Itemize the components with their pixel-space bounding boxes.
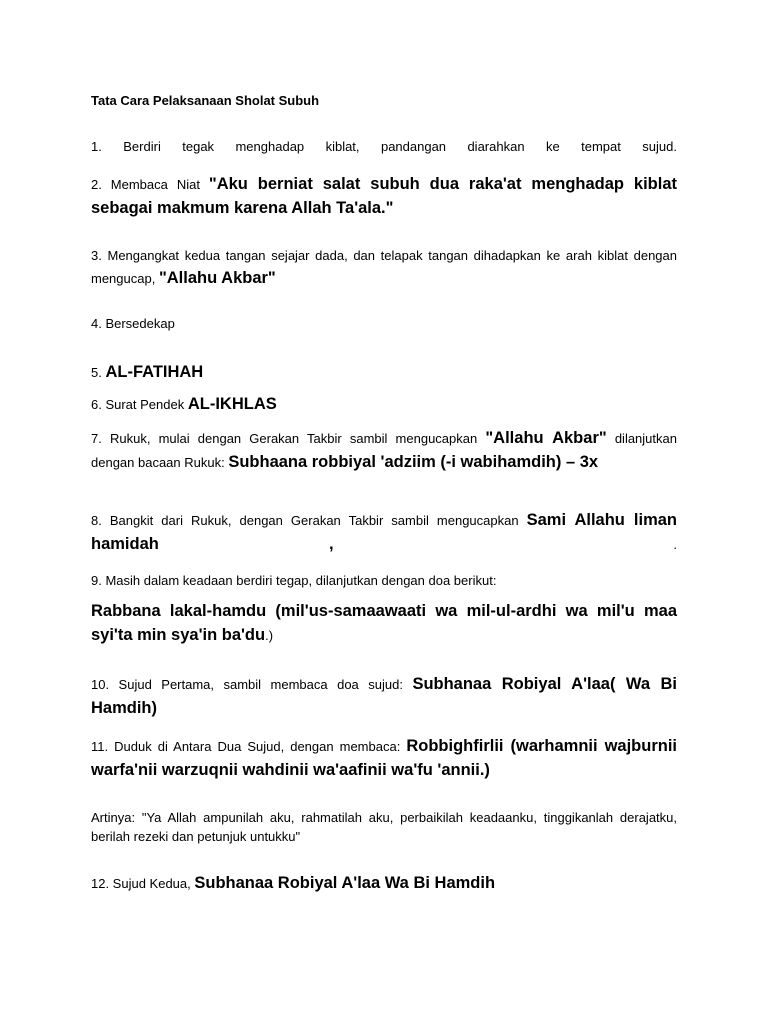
step-6-surah: AL-IKHLAS bbox=[187, 395, 277, 413]
step-11 bbox=[91, 735, 677, 783]
step-9: 9. Masih dalam keadaan berdiri tegap, dilanjutkan dengan doa berikut: bbox=[91, 573, 497, 588]
step-9-doa-text: Rabbana lakal-hamdu (mil'us-samaawaati wa mil-ul-ardhi wa mil'u maa syi'ta min sya'in ba'du bbox=[91, 602, 677, 644]
step-6 bbox=[91, 393, 677, 417]
step-6-prefix: 6. Surat Pendek bbox=[91, 397, 188, 412]
step-10-doa: Subhanaa Robiyal A'laa( Wa Bi Hamdih) bbox=[91, 675, 677, 717]
step-5-prefix: 5. bbox=[91, 365, 106, 380]
step-5-surah: AL-FATIHAH bbox=[105, 363, 204, 381]
step-8-line bbox=[91, 509, 677, 557]
step-9-doa bbox=[91, 600, 677, 648]
step-8 bbox=[91, 509, 677, 557]
step-2 bbox=[91, 173, 677, 221]
step-8-comma: , bbox=[329, 535, 334, 553]
step-7-takbir: "Allahu Akbar" bbox=[485, 429, 607, 447]
step-8-prefix: 8. Bangkit dari Rukuk, dengan Gerakan Takbir sambil mengucapkan bbox=[91, 513, 527, 528]
step-11-doa: Robbighfirlii (warhamnii wajburnii warfa'nii warzuqnii wahdinii wa'aafinii wa'fu 'annii.) bbox=[91, 737, 677, 779]
step-3-takbir: "Allahu Akbar" bbox=[158, 269, 276, 287]
step-11-translation: Artinya: "Ya Allah ampunilah aku, rahmatilah aku, perbaikilah keadaanku, tinggikanlah derajatku, berilah rezeki dan petunjuk untukku" bbox=[91, 810, 677, 844]
step-4: 4. Bersedekap bbox=[91, 316, 175, 331]
step-7-prefix: 7. Rukuk, mulai dengan Gerakan Takbir sambil mengucapkan bbox=[91, 431, 486, 446]
step-12-doa: Subhanaa Robiyal A'laa Wa Bi Hamdih bbox=[194, 874, 496, 892]
step-2-niat: "Aku berniat salat subuh dua raka'at menghadap kiblat sebagai makmum karena Allah Ta'ala." bbox=[91, 175, 678, 217]
step-7-rukuk-doa: Subhaana robbiyal 'adziim (-i wabihamdih) – 3x bbox=[228, 453, 599, 471]
step-7 bbox=[91, 427, 677, 475]
step-8-dot: . bbox=[673, 537, 677, 552]
step-3 bbox=[91, 245, 677, 290]
step-7-middle: dilanjutkan dengan bacaan Rukuk: bbox=[91, 431, 677, 470]
step-12 bbox=[91, 872, 677, 896]
step-2-prefix: 2. Membaca Niat bbox=[91, 177, 209, 192]
step-11-prefix: 11. Duduk di Antara Dua Sujud, dengan membaca: bbox=[91, 739, 407, 754]
step-1: 1. Berdiri tegak menghadap kiblat, pandangan diarahkan ke tempat sujud. bbox=[91, 139, 677, 154]
step-12-prefix: 12. Sujud Kedua, bbox=[91, 876, 195, 891]
step-3-prefix: 3. Mengangkat kedua tangan sejajar dada, dan telapak tangan dihadapkan ke arah kiblat dengan mengucap, bbox=[91, 248, 677, 286]
document-title: Tata Cara Pelaksanaan Sholat Subuh bbox=[91, 93, 320, 108]
step-10-prefix: 10. Sujud Pertama, sambil membaca doa sujud: bbox=[91, 677, 413, 692]
step-9-doa-suffix: .) bbox=[265, 628, 274, 643]
step-8-doa: Sami Allahu liman hamidah bbox=[91, 511, 677, 553]
step-5 bbox=[91, 361, 677, 385]
step-10 bbox=[91, 673, 677, 721]
